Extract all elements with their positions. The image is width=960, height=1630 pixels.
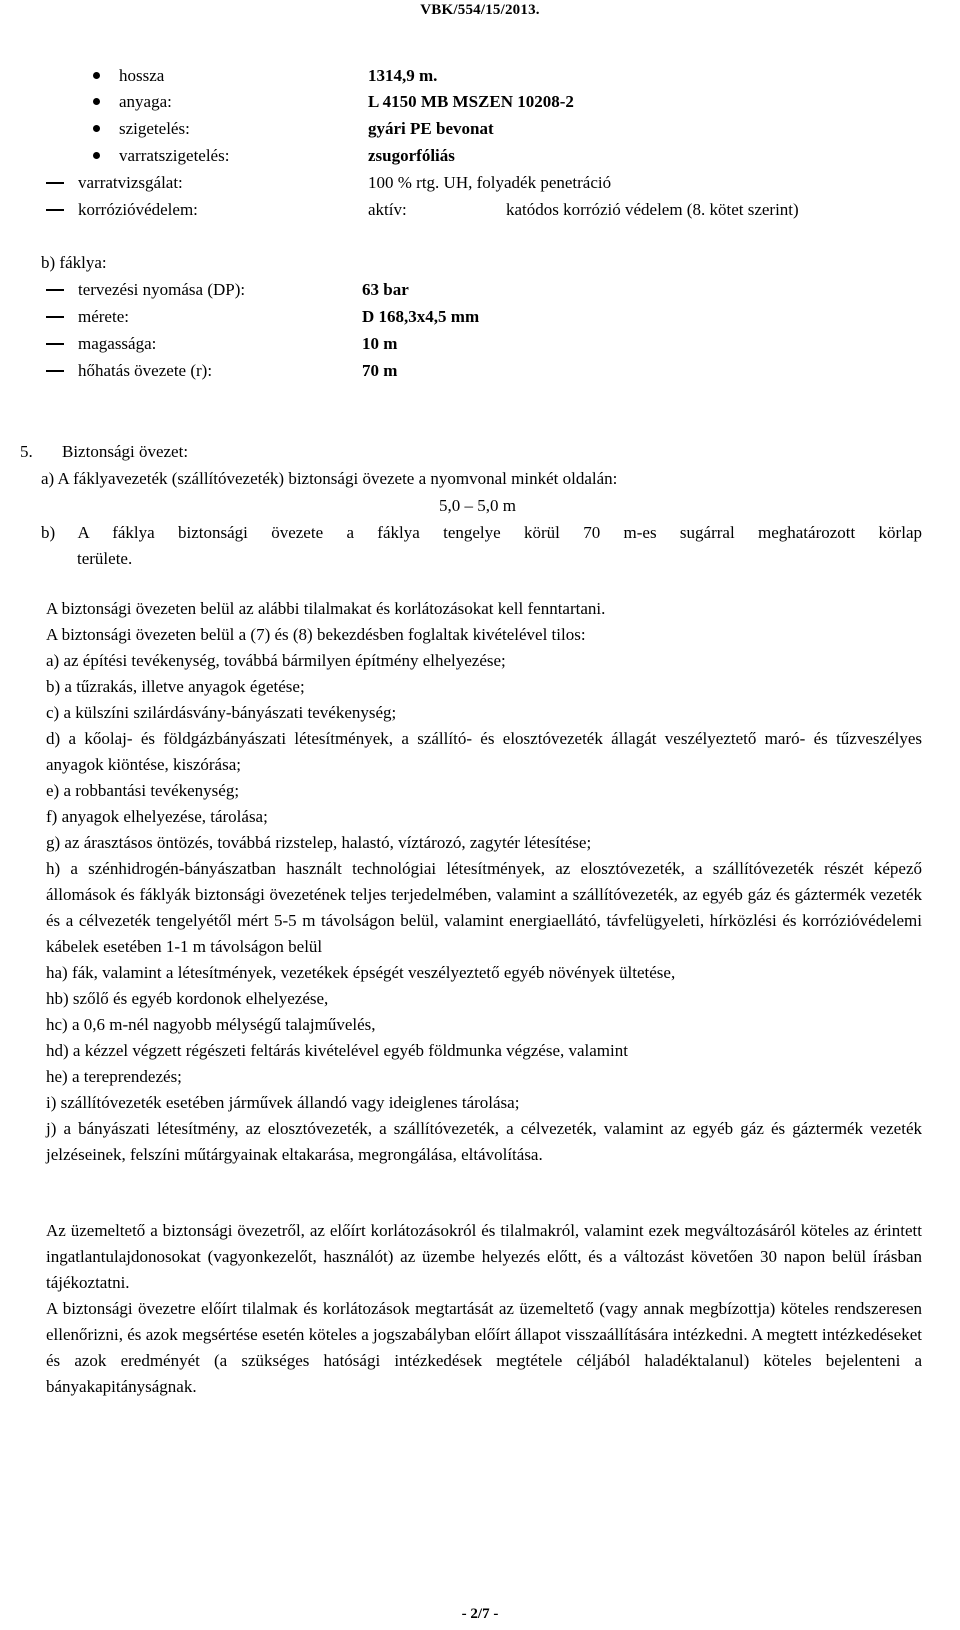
intro-paragraph: A biztonsági övezeten belül a (7) és (8) bekezdésben foglaltak kivételével tilos: [46, 625, 586, 644]
prohibition-item: f) anyagok elhelyezése, tárolása; [46, 807, 268, 826]
spec-label: mérete: [78, 307, 129, 326]
spec-label: varratvizsgálat: [78, 173, 183, 192]
spec-row [0, 170, 960, 196]
document-reference: VBK/554/15/2013. [420, 2, 540, 18]
spec-row [0, 331, 960, 357]
prohibition-item: h) a szénhidrogén-bányászatban használt technológiai létesítmények, az elosztóvezeték, a szállítóvezeték részét képező állomások és fáklyák biztonsági övezetének teljes terjedelmében, valamint a szállítóvezeték, az egyéb gáz és gáztermék vezeték és a célvezeték tengelyétől mért 5-5 m távolságon belül, valamint energiaellátó, távfelügyeleti, hírközlési és korrózióvédelemi kábelek esetében 1-1 m távolságon belül [46, 859, 922, 956]
spec-value: aktív: [368, 200, 407, 219]
prohibition-item: d) a kőolaj- és földgázbányászati létesítmények, a szállító- és elosztóvezeték állagát veszélyeztető maró- és tűzveszélyes anyagok kiöntése, kiszórása; [46, 729, 922, 774]
torch-heading: b) fáklya: [41, 253, 107, 272]
prohibition-item: j) a bányászati létesítmény, az elosztóvezeték, a szállítóvezeték, a célvezeték, valamint az egyéb gáz és gáztermék vezeték jelzéseinek, felszíni műtárgyainak eltakarása, megrongálása, eltávolítása. [46, 1119, 922, 1164]
spec-row [0, 197, 960, 223]
prohibition-subitem: he) a tereprendezés; [46, 1067, 182, 1086]
prohibition-item: i) szállítóvezeték esetében járművek állandó vagy ideiglenes tárolása; [46, 1093, 520, 1112]
spec-value: 63 bar [362, 280, 409, 299]
intro-paragraph: A biztonsági övezeten belül az alábbi tilalmakat és korlátozásokat kell fenntartani. [46, 599, 606, 618]
prohibition-item: a) az építési tevékenység, továbbá bármilyen építmény elhelyezése; [46, 651, 506, 670]
safety-distance: 5,0 – 5,0 m [439, 496, 516, 515]
spec-row [0, 358, 960, 384]
section-title: Biztonsági övezet: [62, 442, 189, 461]
section-a-text: a) A fáklyavezeték (szállítóvezeték) biztonsági övezete a nyomvonal minkét oldalán: [41, 469, 618, 488]
prohibition-subitem: hb) szőlő és egyéb kordonok elhelyezése, [46, 989, 329, 1008]
spec-row [0, 89, 960, 115]
prohibition-subitem: ha) fák, valamint a létesítmények, vezetékek épségét veszélyeztető egyéb növények ültetése, [46, 963, 676, 982]
spec-row [0, 277, 960, 303]
spec-label: hossza [119, 66, 165, 85]
spec-value: 100 % rtg. UH, folyadék penetráció [368, 173, 612, 192]
section-b-text-cont: területe. [77, 549, 133, 568]
spec-value: 70 m [362, 361, 398, 380]
prohibition-subitem: hc) a 0,6 m-nél nagyobb mélységű talajművelés, [46, 1015, 376, 1034]
section-b-text: b) A fáklya biztonsági övezete a fáklya tengelye körül 70 m-es sugárral meghatározott körlap [41, 523, 922, 542]
spec-row [0, 143, 960, 169]
prohibition-subitem: hd) a kézzel végzett régészeti feltárás kivételével egyéb földmunka végzése, valamint [46, 1041, 628, 1060]
spec-label: hőhatás övezete (r): [78, 361, 213, 380]
spec-label: varratszigetelés: [119, 146, 230, 165]
spec-value: 10 m [362, 334, 398, 353]
section-heading [0, 439, 960, 465]
prohibition-item: b) a tűzrakás, illetve anyagok égetése; [46, 677, 305, 696]
spec-value: gyári PE bevonat [368, 119, 494, 138]
prohibition-item: e) a robbantási tevékenység; [46, 781, 240, 800]
prohibition-item: c) a külszíni szilárdásvány-bányászati tevékenység; [46, 703, 397, 722]
enforcement-paragraph: A biztonsági övezetre előírt tilalmak és korlátozások megtartását az üzemeltető (vagy annak megbízottja) köteles rendszeresen ellenőrizni, és azok megsértése esetén köteles a jogszabályban előírt állapot visszaállítására intézkedni. A megtett intézkedéseket és azok eredményét (a szükséges hatósági intézkedések megtétele céljából haladéktalanul) köteles bejelenteni a bányakapitányságnak. [46, 1299, 922, 1396]
spec-label: magassága: [78, 334, 157, 353]
spec-row [0, 304, 960, 330]
page-number: - 2/7 - [461, 1606, 499, 1622]
spec-value: 1314,9 m. [368, 66, 438, 85]
spec-value: D 168,3x4,5 mm [362, 307, 480, 326]
spec-value-detail: katódos korrózió védelem (8. kötet szerint) [506, 200, 799, 219]
spec-label: tervezési nyomása (DP): [78, 280, 246, 299]
spec-label: anyaga: [119, 92, 172, 111]
spec-label: korrózióvédelem: [78, 200, 198, 219]
spec-value: zsugorfóliás [368, 146, 455, 165]
spec-row [0, 63, 960, 89]
prohibition-item: g) az árasztásos öntözés, továbbá rizstelep, halastó, víztározó, zagytér létesítése; [46, 833, 592, 852]
section-number: 5. [20, 442, 33, 461]
spec-label: szigetelés: [119, 119, 190, 138]
spec-row [0, 116, 960, 142]
spec-value: L 4150 MB MSZEN 10208-2 [368, 92, 574, 111]
operator-paragraph: Az üzemeltető a biztonsági övezetről, az előírt korlátozásokról és tilalmakról, valamint ezek megváltozásáról köteles az érintett ingatlantulajdonosokat (vagyonkezelőt, használót) az üzembe helyezés előtt, és a változást követően 30 napon belül írásban tájékoztatni. [46, 1221, 922, 1292]
